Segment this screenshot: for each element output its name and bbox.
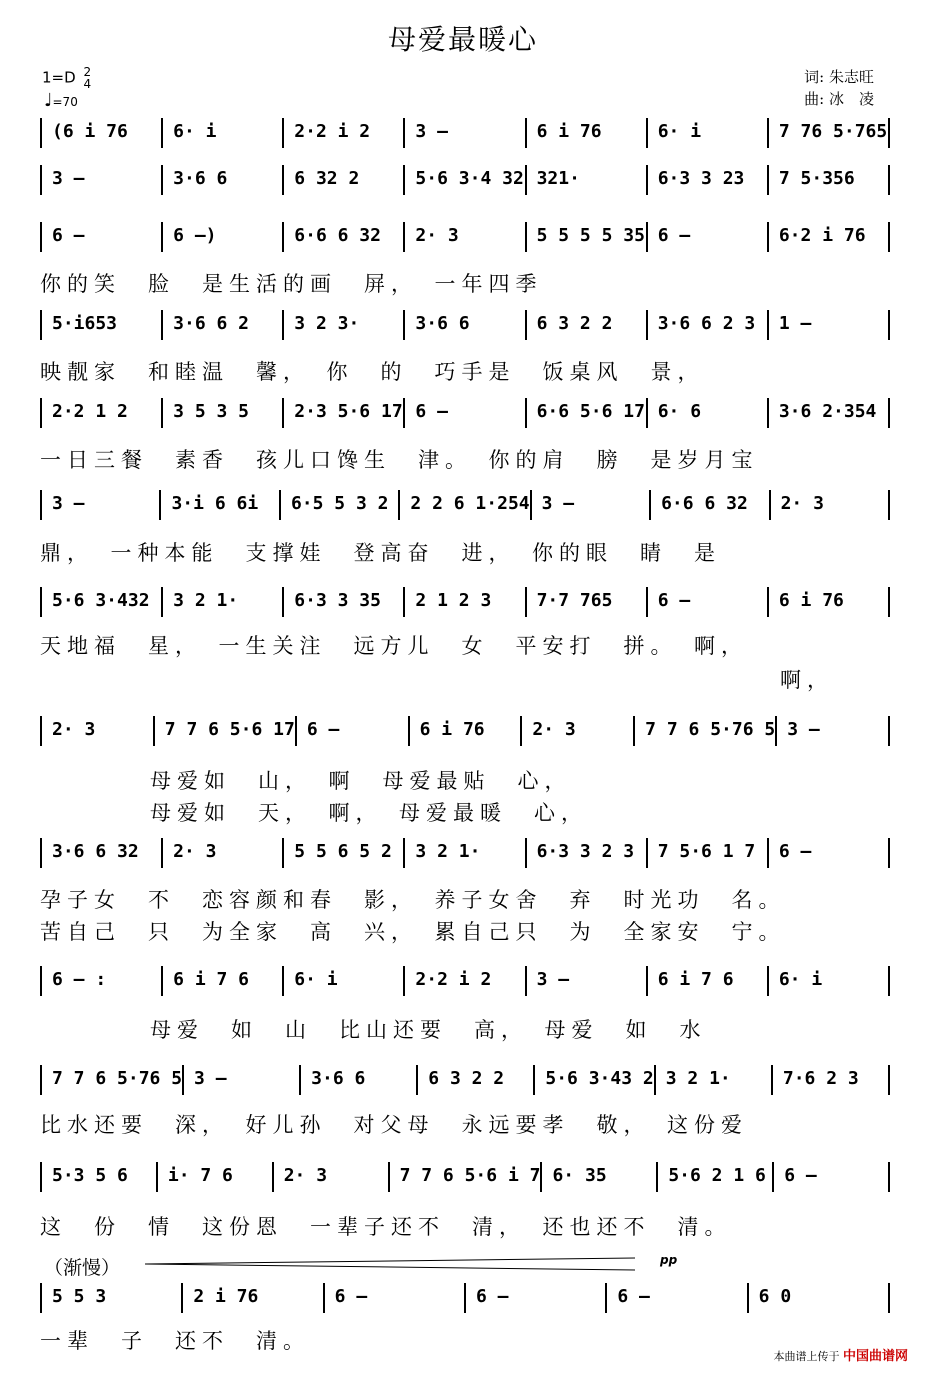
notation-row bbox=[40, 165, 890, 195]
measure: 3 2 1· bbox=[405, 838, 526, 868]
key-signature bbox=[42, 66, 91, 90]
measure: 3·6 6 bbox=[301, 1065, 418, 1095]
measure: 3 2 3· bbox=[284, 310, 405, 340]
lyric-line: 一日三餐 素香 孩儿口馋生 津。 你的肩 膀 是岁月宝 bbox=[40, 448, 759, 472]
measure: 6 0 bbox=[749, 1283, 890, 1313]
measure: 5·3 5 6 bbox=[40, 1162, 158, 1192]
notation-row bbox=[40, 838, 890, 868]
measure: 6· i bbox=[163, 118, 284, 148]
credits bbox=[804, 66, 874, 110]
notation-row bbox=[40, 310, 890, 340]
footer-prefix: 本曲谱上传于 bbox=[773, 1350, 840, 1363]
measure: 7 7 6 5·76 5 bbox=[40, 1065, 184, 1095]
lyric-line: 母爱 如 山 比山还要 高， 母爱 如 水 bbox=[150, 1018, 707, 1042]
notation-row bbox=[40, 222, 890, 252]
measure: 5·6 3·432 bbox=[40, 587, 163, 617]
measure: 6 3 2 2 bbox=[418, 1065, 535, 1095]
measure: 5·6 2 1 6 bbox=[658, 1162, 774, 1192]
lyric-line: 你的笑 脸 是生活的画 屏， 一年四季 bbox=[40, 272, 543, 296]
measure: 5 5 6 5 2 bbox=[284, 838, 405, 868]
measure: i· 7 6 bbox=[158, 1162, 274, 1192]
measure: 7 7 6 5·76 5 bbox=[635, 716, 777, 746]
measure: 5 5 3 bbox=[40, 1283, 183, 1313]
measure: 6· i bbox=[284, 966, 405, 996]
key-label: 1=D bbox=[42, 68, 76, 87]
song-title: 母爱最暖心 bbox=[387, 23, 538, 56]
measure: 6·6 6 32 bbox=[651, 490, 770, 520]
measure: 6· 6 bbox=[648, 398, 769, 428]
measure: 2· 3 bbox=[40, 716, 155, 746]
lyric-line: 母爱如 山， 啊 母爱最贴 心， bbox=[150, 769, 572, 793]
measure: 6·6 5·6 17 bbox=[527, 398, 648, 428]
measure: 5·6 3·43 2 bbox=[535, 1065, 655, 1095]
measure: 2· 3 bbox=[771, 490, 890, 520]
measure: 3·6 6 32 bbox=[40, 838, 163, 868]
measure: 7 7 6 5·6 i 7 bbox=[390, 1162, 543, 1192]
measure: 6 32 2 bbox=[284, 165, 405, 195]
measure: 2 2 6 1·254 bbox=[400, 490, 531, 520]
measure: 3·6 6 bbox=[163, 165, 284, 195]
measure: 6·3 3 2 3 bbox=[527, 838, 648, 868]
measure: 6 – bbox=[769, 838, 890, 868]
measure: 2· 3 bbox=[274, 1162, 390, 1192]
measure: 3 – bbox=[532, 490, 651, 520]
measure: 5·6 3·4 32 bbox=[405, 165, 526, 195]
measure: 6 –) bbox=[163, 222, 284, 252]
measure: 6·3 3 23 bbox=[648, 165, 769, 195]
measure: 2· 3 bbox=[405, 222, 526, 252]
measure: 6 i 76 bbox=[769, 587, 890, 617]
quarter-note-icon: ♩ bbox=[44, 90, 53, 111]
lyric-line: 啊， bbox=[780, 668, 834, 692]
notation-row bbox=[40, 1065, 890, 1095]
measure: 2· 3 bbox=[163, 838, 284, 868]
measure: 6 – bbox=[774, 1162, 890, 1192]
measure: 3 2 1· bbox=[656, 1065, 773, 1095]
measure: 2 1 2 3 bbox=[405, 587, 526, 617]
measure: 2·2 1 2 bbox=[40, 398, 163, 428]
lyric-line: 母爱如 天， 啊， 母爱最暖 心， bbox=[150, 801, 588, 825]
lyric-line: 苦自己 只 为全家 高 兴， 累自己只 为 全家安 宁。 bbox=[40, 920, 786, 944]
lyric-line: 映靓家 和睦温 馨， 你 的 巧手是 饭桌风 景， bbox=[40, 360, 705, 384]
notation-row bbox=[40, 716, 890, 746]
lyric-line: 鼎， 一种本能 支撑娃 登高奋 进， 你的眼 睛 是 bbox=[40, 541, 721, 565]
measure: 6·3 3 35 bbox=[284, 587, 405, 617]
measure: 3 2 1· bbox=[163, 587, 284, 617]
measure: 2· 3 bbox=[522, 716, 635, 746]
measure: 6 i 76 bbox=[410, 716, 523, 746]
notation-row bbox=[40, 118, 890, 148]
measure: 7 5·6 1 7 bbox=[648, 838, 769, 868]
measure: 3 – bbox=[777, 716, 890, 746]
lyric-line: 孕子女 不 恋容颜和春 影， 养子女舍 弃 时光功 名。 bbox=[40, 888, 786, 912]
measure: 3 – bbox=[405, 118, 526, 148]
measure: 6 3 2 2 bbox=[527, 310, 648, 340]
measure: 6· 35 bbox=[542, 1162, 658, 1192]
notation-row bbox=[40, 587, 890, 617]
measure: 6·6 6 32 bbox=[284, 222, 405, 252]
composer: 曲: 冰 凌 bbox=[804, 90, 874, 108]
measure: 3 – bbox=[527, 966, 648, 996]
measure: 6 i 76 bbox=[527, 118, 648, 148]
measure: 6 – bbox=[648, 222, 769, 252]
measure: 5 5 5 5 35 bbox=[527, 222, 648, 252]
notation-row bbox=[40, 1162, 890, 1192]
ritardando-marking: （渐慢） bbox=[44, 1257, 121, 1279]
lyric-line: 比水还要 深， 好儿孙 对父母 永远要孝 敬， 这份爱 bbox=[40, 1113, 748, 1137]
measure: 7·7 765 bbox=[527, 587, 648, 617]
measure: 6 i 7 6 bbox=[163, 966, 284, 996]
measure: 3 5 3 5 bbox=[163, 398, 284, 428]
site-logo: 中国曲谱网 bbox=[842, 1349, 908, 1364]
measure: 6 – bbox=[325, 1283, 466, 1313]
measure: 3 – bbox=[40, 165, 163, 195]
measure: 2·2 i 2 bbox=[284, 118, 405, 148]
dynamic-pp: pp bbox=[660, 1253, 678, 1267]
measure: 6·2 i 76 bbox=[769, 222, 890, 252]
measure: 7·6 2 3 bbox=[773, 1065, 890, 1095]
measure: 321· bbox=[527, 165, 648, 195]
notation-row bbox=[40, 398, 890, 428]
measure: 6 – : bbox=[40, 966, 163, 996]
tempo-marking: ♩=70 bbox=[44, 90, 78, 111]
measure: 2 i 76 bbox=[183, 1283, 324, 1313]
measure: 6· i bbox=[769, 966, 890, 996]
measure: 6 – bbox=[607, 1283, 748, 1313]
measure: 7 76 5·765 bbox=[769, 118, 890, 148]
measure: 6 – bbox=[466, 1283, 607, 1313]
measure: 6 – bbox=[648, 587, 769, 617]
measure: 3·6 6 2 3 bbox=[648, 310, 769, 340]
measure: 2·3 5·6 17 bbox=[284, 398, 405, 428]
measure: 3 – bbox=[40, 490, 161, 520]
footer bbox=[773, 1345, 908, 1364]
measure: 6 – bbox=[40, 222, 163, 252]
lyric-line: 一辈 子 还不 清。 bbox=[40, 1329, 310, 1353]
measure: 6 i 7 6 bbox=[648, 966, 769, 996]
measure: 7 5·356 bbox=[769, 165, 890, 195]
measure: 2·2 i 2 bbox=[405, 966, 526, 996]
measure: 3·6 6 bbox=[405, 310, 526, 340]
measure: 6 – bbox=[405, 398, 526, 428]
measure: 6· i bbox=[648, 118, 769, 148]
time-signature: 2 4 bbox=[83, 65, 92, 91]
lyric-line: 这 份 情 这份恩 一辈子还不 清， 还也还不 清。 bbox=[40, 1215, 732, 1239]
notation-row bbox=[40, 490, 890, 520]
measure: (6 i 76 bbox=[40, 118, 163, 148]
notation-row bbox=[40, 1283, 890, 1313]
lyricist: 词: 朱志旺 bbox=[804, 68, 874, 86]
measure: 5·i653 bbox=[40, 310, 163, 340]
measure: 7 7 6 5·6 17 bbox=[155, 716, 297, 746]
measure: 6·5 5 3 2 bbox=[281, 490, 400, 520]
notation-row bbox=[40, 966, 890, 996]
measure: 3·6 2·354 bbox=[769, 398, 890, 428]
measure: 3 – bbox=[184, 1065, 301, 1095]
lyric-line: 天地福 星， 一生关注 远方儿 女 平安打 拼。 啊， bbox=[40, 634, 748, 658]
decrescendo-hairpin bbox=[145, 1256, 665, 1272]
measure: 3·6 6 2 bbox=[163, 310, 284, 340]
measure: 1 – bbox=[769, 310, 890, 340]
measure: 3·i 6 6i bbox=[161, 490, 280, 520]
measure: 6 – bbox=[297, 716, 410, 746]
